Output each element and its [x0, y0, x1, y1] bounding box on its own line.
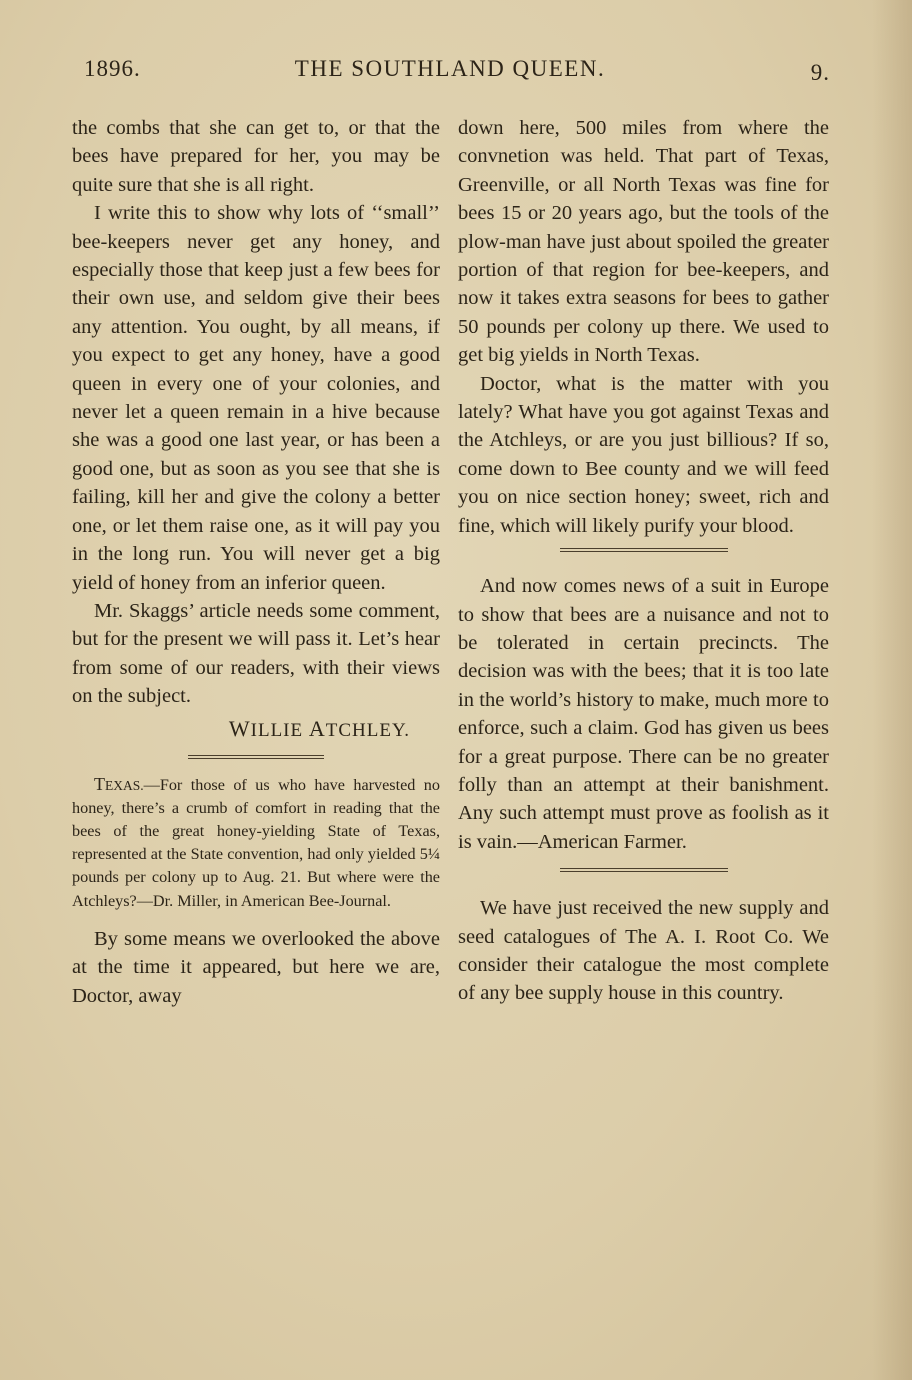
right-paragraph-4: We have just received the new supply and seed catalogues of The A. I. Root Co. We consider their catalogue the most complete of any bee supply house in this country. — [458, 897, 829, 1005]
quote-lead-initial: T — [94, 773, 105, 794]
right-paragraph-2: Doctor, what is the matter with you lately? What have you got against Texas and the Atchleys, or are you just billious? If so, come down to Bee county and we will feed you on nice section honey; sweet, rich and fine, which will likely purify your blood. — [458, 372, 829, 537]
section-divider — [560, 548, 728, 552]
left-column — [72, 114, 440, 1010]
right-column — [458, 114, 829, 1008]
signature-rest-first: ILLIE — [250, 719, 309, 741]
header-title: THE SOUTHLAND QUEEN. — [294, 56, 606, 81]
left-paragraph-1: the combs that she can get to, or that the bees have prepared for her, you may be quite sure that she is all right. — [72, 117, 440, 196]
section-divider — [560, 868, 728, 872]
running-header — [70, 56, 830, 90]
signature — [72, 715, 410, 745]
quote-lead-rest: EXAS. — [105, 777, 144, 793]
left-paragraph-2: I write this to show why lots of ‘‘small’’ bee-keepers never get any honey, and especially those that keep just a few bees for their own use, and seldom give their bees any attention. You ought, by all means, if you expect to get any honey, have a good queen in every one of your colonies, and never let a queen remain in a hive because she was a good one last year, or has been a good one, but as soon as you see that she is failing, kill her and give the colony a better one, or let them raise one, as it will pay you in the long run. You will never get a big yield of honey from an inferior queen. — [72, 202, 440, 594]
quote-body: —For those of us who have harvested no honey, there’s a crumb of comfort in reading that the bees of the great honey-yielding State of Texas, represented at the State convention, had only yielded 5¼ pounds per colony up to Aug. 21. But where were the Atchleys?—Dr. Miller, in American Bee-Journal. — [72, 775, 440, 910]
signature-initial-last: A — [308, 715, 326, 741]
header-year: 1896. — [84, 56, 141, 81]
right-paragraph-1: down here, 500 miles from where the convnetion was held. That part of Texas, Greenville, or all North Texas was fine for bees 15 or 20 years ago, but the tools of the plow-man have just about spoiled the greater portion of that region for bee-keepers, and now it takes extra seasons for bees to gather 50 pounds per colony up there. We used to get big yields in North Texas. — [458, 117, 829, 367]
page-number: 9. — [810, 60, 830, 85]
signature-rest-last: TCHLEY. — [325, 719, 410, 741]
section-divider — [188, 755, 324, 759]
left-paragraph-3: Mr. Skaggs’ article needs some comment, but for the present we will pass it. Let’s hear from some of our readers, with their views on the subject. — [72, 599, 440, 708]
right-paragraph-3: And now comes news of a suit in Europe to show that bees are a nuisance and not to be tolerated in certain precincts. The decision was with the bees; that it is too late in the world’s history to make, much more to enforce, such a claim. God has given us bees for a great purpose. There can be no greater folly than an attempt at their banishment. Any such attempt must prove as foolish as it is vain.—American Farmer. — [458, 575, 829, 853]
signature-initial-first: W — [228, 715, 251, 741]
left-paragraph-4: By some means we overlooked the above at the time it appeared, but here we are, Doctor, away — [72, 927, 440, 1007]
quoted-item — [72, 773, 440, 913]
